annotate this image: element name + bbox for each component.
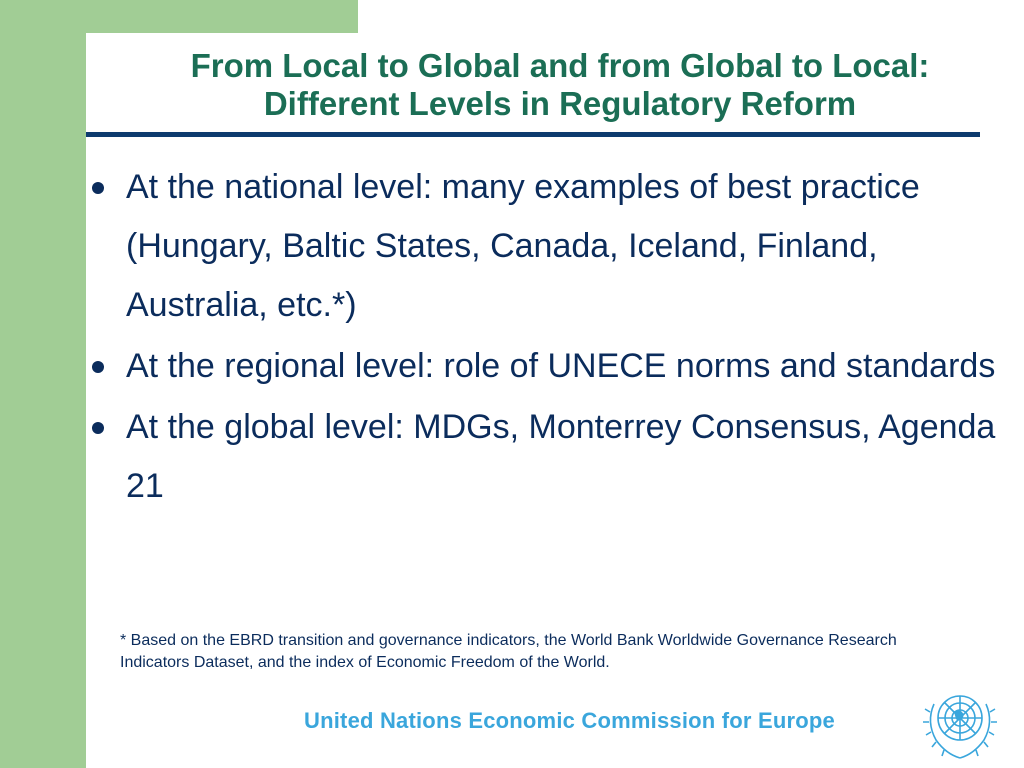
bullet-list [86, 158, 1016, 518]
title-divider [86, 132, 980, 137]
organization-name: United Nations Economic Commission for Europe [304, 708, 835, 733]
slide-title-line2: Different Levels in Regulatory Reform [263, 85, 857, 122]
slide-title [100, 47, 1020, 123]
slide-title-line1: From Local to Global and from Global to Local: [190, 47, 930, 84]
bullet-text: At the national level: many examples of best practice (Hungary, Baltic States, Canada, Iceland, Finland, Australia, etc.*) [126, 168, 920, 324]
bullet-dot-icon [92, 361, 104, 373]
bullet-item-global [86, 398, 1016, 516]
bullet-text: At the regional level: role of UNECE norms and standards [126, 347, 996, 385]
footnote: * Based on the EBRD transition and governance indicators, the World Bank Worldwide Governance Research Indicators Dataset, and the index of Economic Freedom of the World. [120, 632, 897, 671]
bullet-text: At the global level: MDGs, Monterrey Consensus, Agenda 21 [126, 408, 996, 505]
bullet-item-regional [86, 337, 1016, 396]
un-emblem-icon [922, 682, 998, 762]
top-green-block [86, 0, 358, 33]
left-green-bar [0, 0, 86, 768]
bullet-dot-icon [92, 422, 104, 434]
bullet-dot-icon [92, 182, 104, 194]
bullet-item-national [86, 158, 1016, 335]
